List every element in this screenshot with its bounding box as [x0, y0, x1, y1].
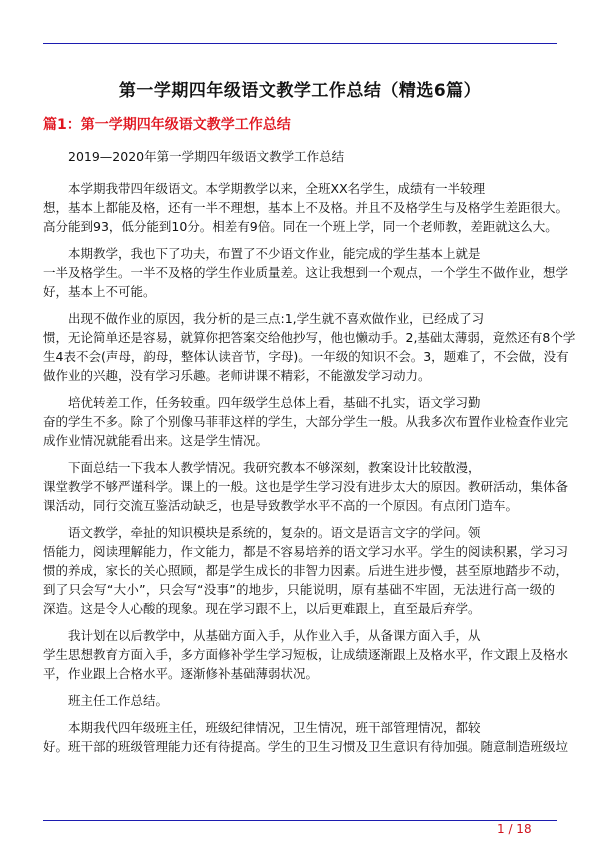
page-number: 1 / 18: [497, 822, 532, 836]
section-heading: 篇1：第一学期四年级语文教学工作总结: [43, 117, 291, 133]
document-title: 第一学期四年级语文教学工作总结（精选6篇）: [118, 81, 482, 101]
paragraph: [43, 244, 569, 301]
text-line: 深造。这是令人心酸的现象。现在学习跟不上，以后更难跟上，直至最后弃学。: [43, 601, 481, 616]
text-line: 培优转差工作，任务较重。四年级学生总体上看，基础不扎实，语文学习勤: [68, 395, 481, 410]
text-line: 想，基本上都能及格，还有一半不理想，基本上不及格。并且不及格学生与及格学生差距很大。: [43, 200, 569, 215]
footer-rule: [43, 820, 557, 821]
text-line: 出现不做作业的原因，我分析的是三点:1,学生就不喜欢做作业，已经成了习: [68, 311, 485, 326]
text-line: 惯的养成，家长的关心照顾，都是学生成长的非智力因素。后进生进步慢，甚至原地踏步不动，: [43, 563, 569, 578]
text-line: 做作业的兴趣，没有学习乐趣。老师讲课不精彩，不能激发学习动力。: [43, 368, 431, 383]
text-line: 课活动，同行交流互鉴活动缺乏，也是导致教学水平不高的一个原因。有点闭门造车。: [43, 498, 519, 513]
paragraph: [43, 718, 569, 756]
text-line: 下面总结一下我本人教学情况。我研究教本不够深刻，教案设计比较散漫，: [68, 460, 481, 475]
text-line: 悟能力，阅读理解能力，作文能力，都是不容易培养的语文学习水平。学生的阅读积累，学习习: [43, 544, 569, 559]
text-line: 课堂教学不够严谨科学。课上的一般。这也是学生学习没有进步太大的原因。教研活动，集体备: [43, 479, 569, 494]
text-line: 好。班干部的班级管理能力还有待提高。学生的卫生习惯及卫生意识有待加强。随意制造班级垃: [43, 739, 569, 754]
text-line: 成作业情况就能看出来。这是学生情况。: [43, 433, 269, 448]
text-line: 本期教学，我也下了功夫，布置了不少语文作业，能完成的学生基本上就是: [68, 246, 481, 261]
text-line: 惯，无论简单还是容易，就算你把答案交给他抄写，他也懒动手。2,基础太薄弱，竟然还有8个学: [43, 330, 576, 345]
paragraph: [43, 458, 569, 515]
text-line: 本期我代四年级班主任，班级纪律情况，卫生情况，班干部管理情况，都较: [68, 720, 481, 735]
text-line: 班主任工作总结。: [68, 693, 169, 708]
paragraph: [43, 523, 569, 618]
document-body: [43, 147, 576, 764]
paragraph: [43, 147, 555, 166]
text-line: 生4表不会(声母，韵母，整体认读音节，字母)。一年级的知识不会。3，题难了，不会做，没有: [43, 349, 569, 364]
text-line: 一半及格学生。一半不及格的学生作业质量差。这让我想到一个观点，一个学生不做作业，想学: [43, 265, 569, 280]
paragraph: [43, 179, 569, 236]
text-line: 本学期我带四年级语文。本学期教学以来，全班XX名学生，成绩有一半较理: [68, 181, 486, 196]
header-rule: [43, 43, 557, 44]
text-line: 语文教学，牵扯的知识模块是系统的，复杂的。语文是语言文字的学问。领: [68, 525, 481, 540]
paragraph: [43, 691, 555, 710]
text-line: 奋的学生不多。除了个别像马菲菲这样的学生，大部分学生一般。从我多次布置作业检查作业完: [43, 414, 569, 429]
paragraph: [43, 393, 569, 450]
text-line: 2019—2020年第一学期四年级语文教学工作总结: [68, 149, 345, 164]
text-line: 好，基本上不可能。: [43, 284, 156, 299]
paragraph: [43, 626, 569, 683]
text-line: 到了只会写“大小”，只会写“没事”的地步，只能说明，原有基础不牢固，无法进行高一级的: [43, 582, 555, 597]
text-line: 平，作业跟上合格水平。逐渐修补基础薄弱状况。: [43, 666, 319, 681]
text-line: 学生思想教育方面入手，多方面修补学生学习短板，让成绩逐渐跟上及格水平，作文跟上及格水: [43, 647, 569, 662]
text-line: 高分能到93，低分能到10分。相差有9倍。同在一个班上学，同一个老师教，差距就这么大。: [43, 219, 558, 234]
paragraph: [43, 309, 576, 385]
text-line: 我计划在以后教学中，从基础方面入手，从作业入手，从备课方面入手，从: [68, 628, 481, 643]
